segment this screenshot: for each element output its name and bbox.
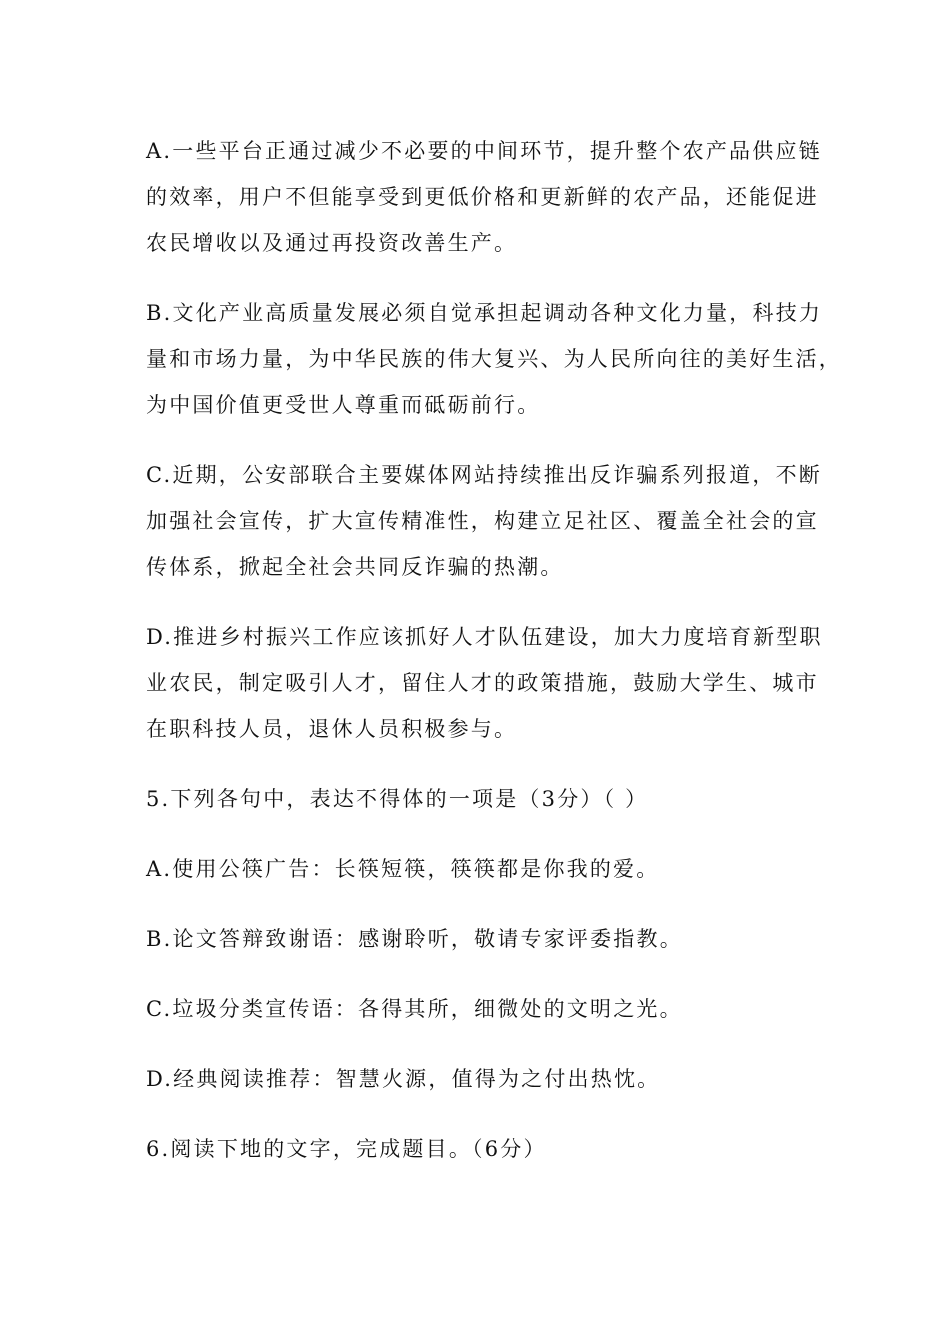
q4-option-c-line-3: 传体系，掀起全社会共同反诈骗的热潮。 xyxy=(146,555,564,579)
q4-option-b-line-3: 为中国价值更受世人尊重而砥砺前行。 xyxy=(146,393,541,417)
q5-option-b xyxy=(146,916,806,962)
q4-option-c xyxy=(146,452,822,590)
q4-option-a xyxy=(146,128,822,266)
q4-option-a-line-2: 的效率，用户不但能享受到更低价格和更新鲜的农产品，还能促进 xyxy=(146,185,819,209)
q5-option-a xyxy=(146,846,806,892)
q4-option-b-line-2: 量和市场力量，为中华民族的伟大复兴、为人民所向往的美好生活， xyxy=(146,347,842,371)
q4-option-d-line-1: D.推进乡村振兴工作应该抓好人才队伍建设，加大力度培育新型职 xyxy=(146,625,823,649)
q4-option-c-line-1: C.近期，公安部联合主要媒体网站持续推出反诈骗系列报道，不断 xyxy=(146,463,822,487)
q5-option-c xyxy=(146,986,806,1032)
q4-option-a-line-1: A.一些平台正通过减少不必要的中间环节，提升整个农产品供应链 xyxy=(146,139,822,163)
q6-stem-text: 6.阅读下地的文字，完成题目。（6分） xyxy=(146,1137,547,1161)
q4-option-c-line-2: 加强社会宣传，扩大宣传精准性，构建立足社区、覆盖全社会的宣 xyxy=(146,509,819,533)
q5-option-c-text: C.垃圾分类宣传语：各得其所，细微处的文明之光。 xyxy=(146,997,683,1021)
q4-option-b-line-1: B.文化产业高质量发展必须自觉承担起调动各种文化力量，科技力 xyxy=(146,301,823,325)
q6-stem xyxy=(146,1126,806,1172)
q4-option-d xyxy=(146,614,823,752)
q5-option-a-text: A.使用公筷广告：长筷短筷，筷筷都是你我的爱。 xyxy=(146,857,660,881)
q5-stem-text: 5.下列各句中，表达不得体的一项是（3分）（ ） xyxy=(146,787,649,811)
q5-option-d xyxy=(146,1056,806,1102)
q4-option-d-line-2: 业农民，制定吸引人才，留住人才的政策措施，鼓励大学生、城市 xyxy=(146,671,819,695)
q4-option-d-line-3: 在职科技人员，退休人员积极参与。 xyxy=(146,717,518,741)
q5-stem xyxy=(146,776,806,822)
q5-option-b-text: B.论文答辩致谢语：感谢聆听，敬请专家评委指教。 xyxy=(146,927,683,951)
document-page xyxy=(146,128,842,1196)
q4-option-b xyxy=(146,290,842,428)
q5-option-d-text: D.经典阅读推荐：智慧火源，值得为之付出热忱。 xyxy=(146,1067,661,1091)
q4-option-a-line-3: 农民增收以及通过再投资改善生产。 xyxy=(146,231,518,255)
